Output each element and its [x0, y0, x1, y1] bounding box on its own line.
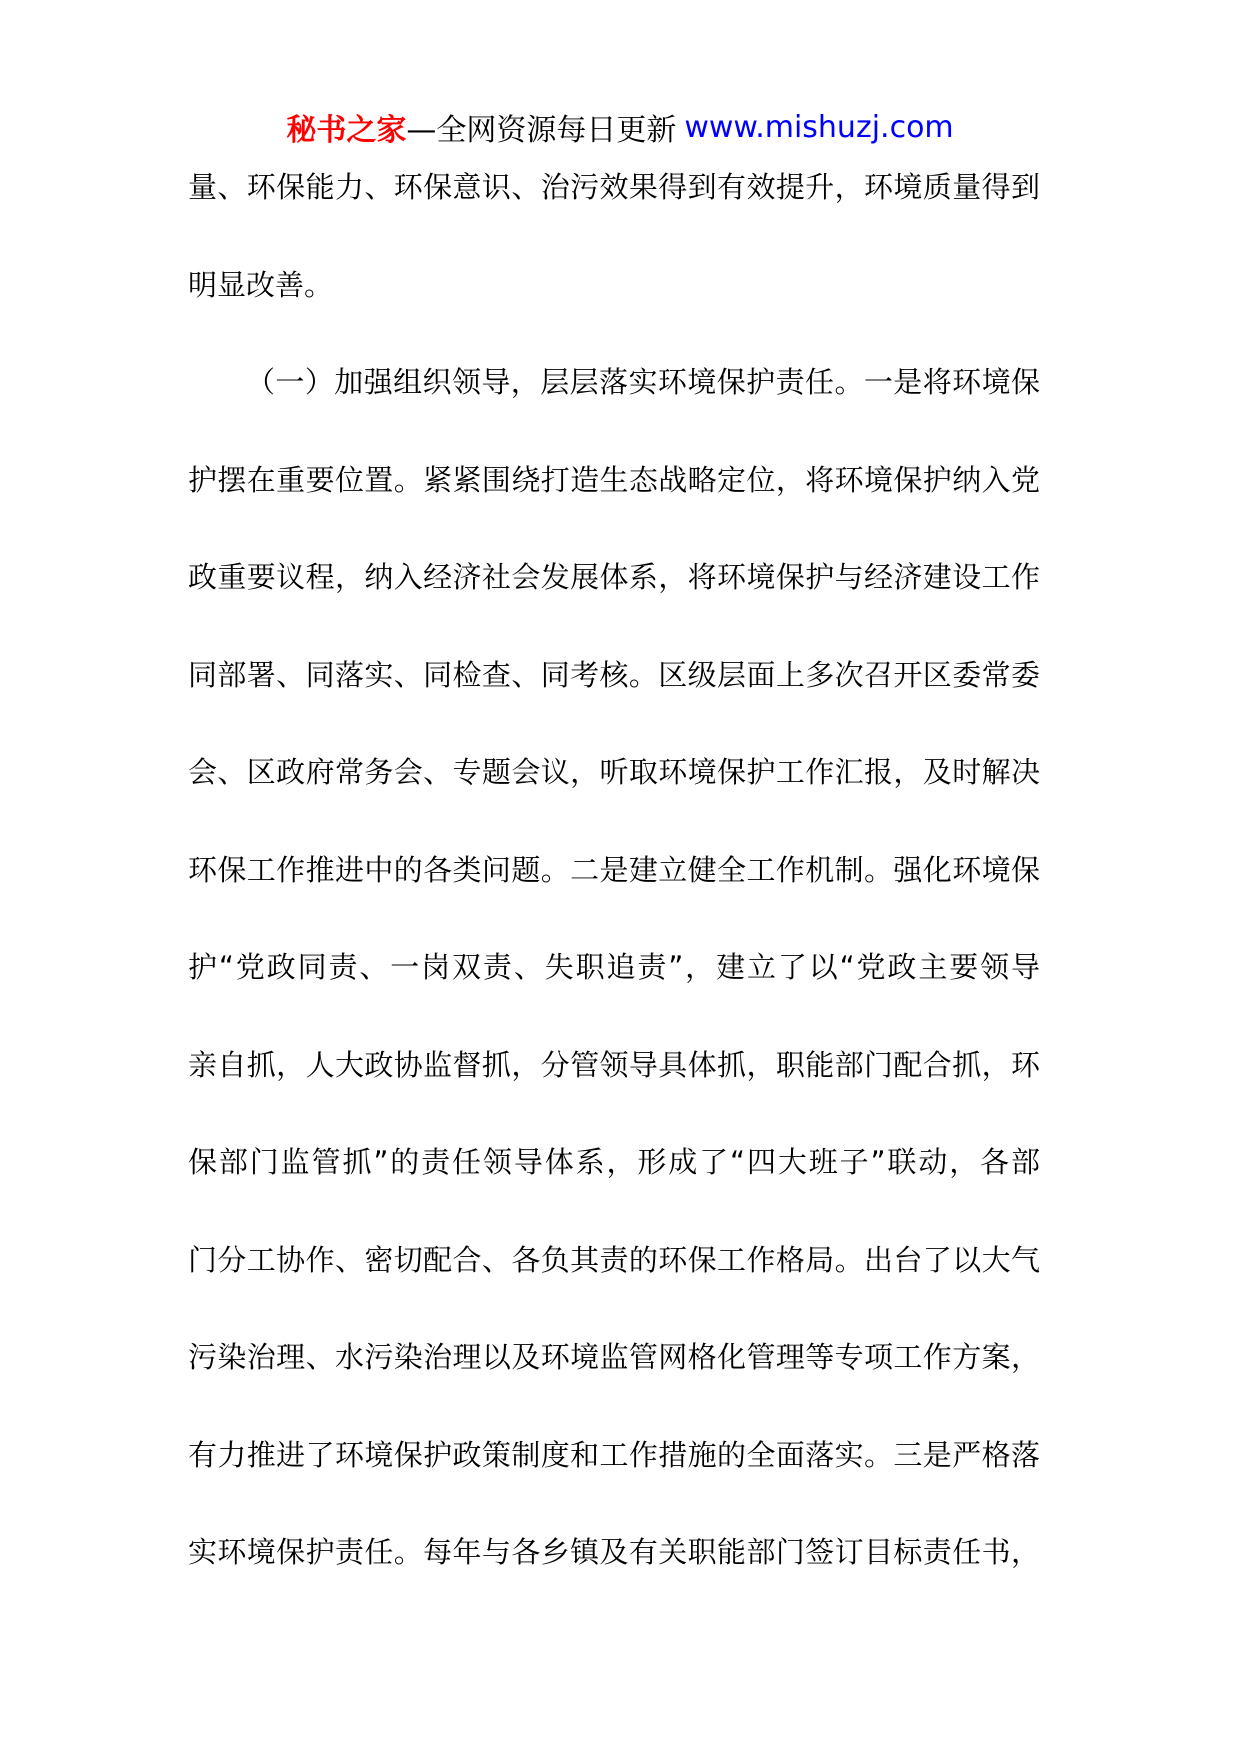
body-line: 污染治理、水污染治理以及环境监管网格化管理等专项工作方案， — [188, 1340, 1040, 1374]
body-line: 护摆在重要位置。紧紧围绕打造生态战略定位，将环境保护纳入党 — [188, 462, 1040, 497]
body-line: 政重要议程，纳入经济社会发展体系，将环境保护与经济建设工作 — [188, 560, 1040, 594]
body-line: 环保工作推进中的各类问题。二是建立健全工作机制。强化环境保 — [188, 852, 1040, 887]
document-body — [188, 166, 1040, 1629]
body-line: 门分工协作、密切配合、各负其责的环保工作格局。出台了以大气 — [188, 1242, 1040, 1277]
body-line: 护“党政同责、一岗双责、失职追责”，建立了以“党政主要领导 — [188, 950, 1040, 984]
body-line: 实环境保护责任。每年与各乡镇及有关职能部门签订目标责任书， — [188, 1535, 1040, 1569]
paragraph-heading-line: （一）加强组织领导，层层落实环境保护责任。一是将环境保 — [246, 365, 1040, 399]
body-line: 保部门监管抓”的责任领导体系，形成了“四大班子”联动，各部 — [188, 1145, 1040, 1179]
site-tagline: —全网资源每日更新 — [406, 113, 677, 148]
site-url-link[interactable]: www.mishuzj.com — [684, 109, 954, 145]
site-brand: 秘书之家 — [286, 113, 407, 148]
body-line: 有力推进了环境保护政策制度和工作措施的全面落实。三是严格落 — [188, 1437, 1040, 1472]
body-line: 亲自抓，人大政协监督抓，分管领导具体抓，职能部门配合抓，环 — [188, 1047, 1040, 1082]
body-line: 同部署、同落实、同检查、同考核。区级层面上多次召开区委常委 — [188, 657, 1040, 692]
body-line: 明显改善。 — [188, 267, 334, 302]
body-line: 量、环保能力、环保意识、治污效果得到有效提升，环境质量得到 — [188, 170, 1040, 204]
body-line: 会、区政府常务会、专题会议，听取环境保护工作汇报，及时解决 — [188, 755, 1040, 789]
page-header — [0, 102, 1240, 152]
